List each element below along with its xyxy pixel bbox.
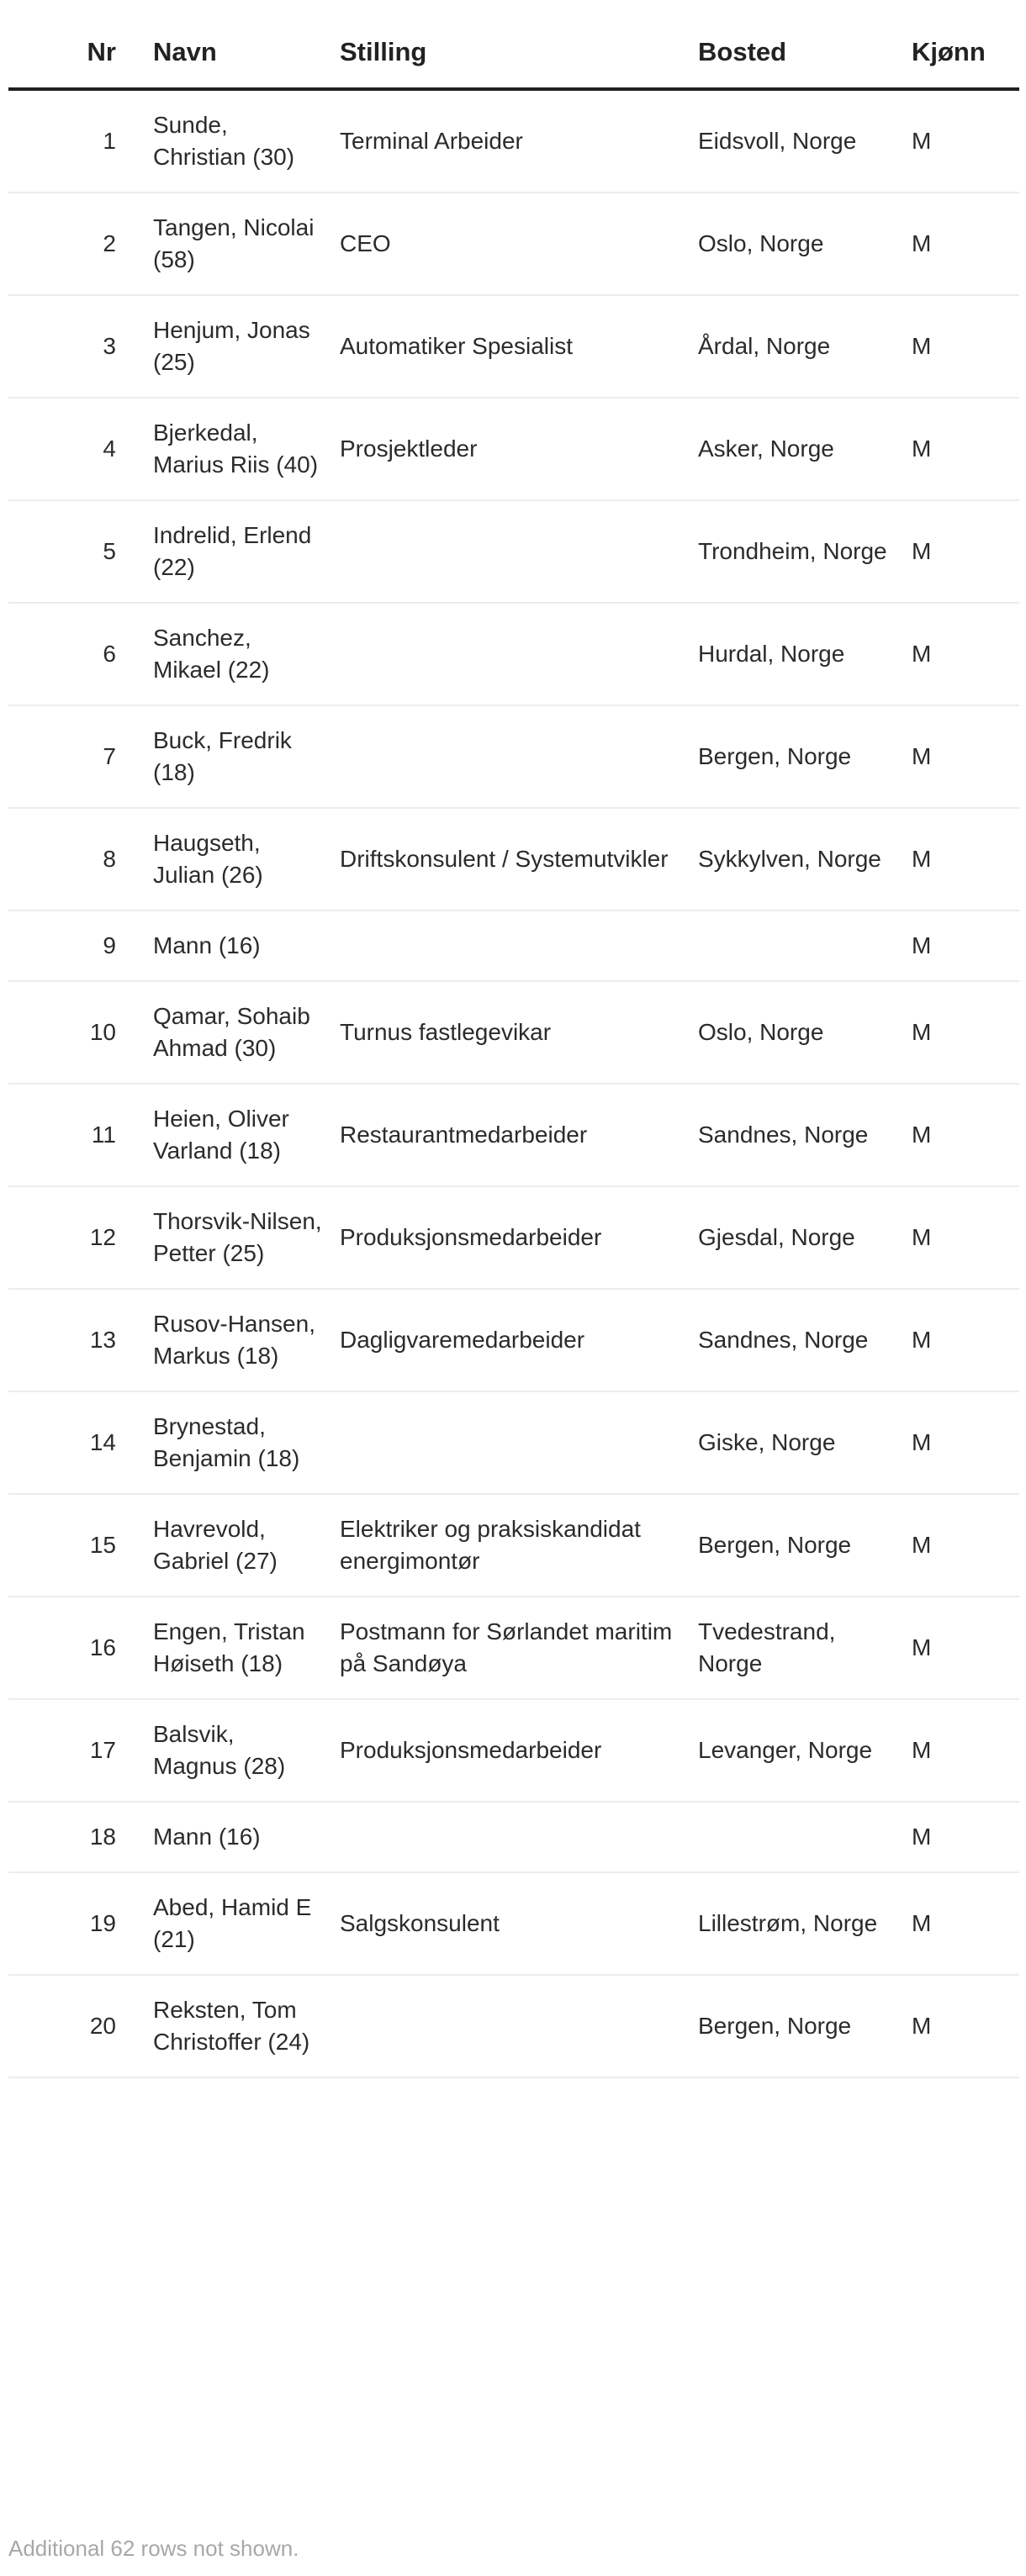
cell-bosted: Hurdal, Norge: [698, 603, 912, 705]
cell-bosted: [698, 1802, 912, 1872]
cell-stilling: Terminal Arbeider: [340, 89, 698, 193]
cell-kjonn: M: [912, 500, 1019, 603]
cell-stilling: [340, 1802, 698, 1872]
cell-kjonn: M: [912, 705, 1019, 808]
cell-nr: 12: [8, 1186, 153, 1289]
cell-nr: 11: [8, 1084, 153, 1186]
cell-kjonn: M: [912, 1597, 1019, 1699]
cell-nr: 1: [8, 89, 153, 193]
cell-kjonn: M: [912, 603, 1019, 705]
cell-kjonn: M: [912, 1699, 1019, 1802]
cell-kjonn: M: [912, 398, 1019, 500]
cell-stilling: Prosjektleder: [340, 398, 698, 500]
cell-kjonn: M: [912, 1872, 1019, 1975]
cell-nr: 9: [8, 911, 153, 981]
cell-navn: Sunde, Christian (30): [153, 89, 340, 193]
cell-navn: Heien, Oliver Varland (18): [153, 1084, 340, 1186]
cell-bosted: Oslo, Norge: [698, 193, 912, 295]
cell-stilling: Automatiker Spesialist: [340, 295, 698, 398]
column-header-kjonn: Kjønn: [912, 17, 1019, 89]
cell-nr: 6: [8, 603, 153, 705]
column-header-stilling: Stilling: [340, 17, 698, 89]
table-row: [8, 1391, 1019, 1494]
table-row: [8, 1494, 1019, 1597]
people-table: [8, 17, 1019, 2078]
table-row: [8, 295, 1019, 398]
table-row: [8, 911, 1019, 981]
cell-navn: Henjum, Jonas (25): [153, 295, 340, 398]
cell-stilling: Produksjonsmedarbeider: [340, 1699, 698, 1802]
cell-bosted: Tvedestrand, Norge: [698, 1597, 912, 1699]
table-body: [8, 89, 1019, 2077]
table-row: [8, 1186, 1019, 1289]
cell-stilling: Dagligvaremedarbeider: [340, 1289, 698, 1391]
table-header: [8, 17, 1019, 89]
cell-bosted: Giske, Norge: [698, 1391, 912, 1494]
cell-kjonn: M: [912, 911, 1019, 981]
cell-nr: 19: [8, 1872, 153, 1975]
cell-bosted: Sykkylven, Norge: [698, 808, 912, 911]
table-row: [8, 398, 1019, 500]
cell-stilling: Driftskonsulent / Systemutvikler: [340, 808, 698, 911]
cell-nr: 8: [8, 808, 153, 911]
header-row: [8, 17, 1019, 89]
table-row: [8, 1597, 1019, 1699]
table-row: [8, 603, 1019, 705]
table-row: [8, 193, 1019, 295]
table-row: [8, 1084, 1019, 1186]
cell-bosted: Levanger, Norge: [698, 1699, 912, 1802]
cell-bosted: Eidsvoll, Norge: [698, 89, 912, 193]
cell-kjonn: M: [912, 1494, 1019, 1597]
cell-kjonn: M: [912, 1391, 1019, 1494]
cell-navn: Tangen, Nicolai (58): [153, 193, 340, 295]
cell-bosted: Oslo, Norge: [698, 981, 912, 1084]
cell-navn: Sanchez, Mikael (22): [153, 603, 340, 705]
cell-stilling: Restaurantmedarbeider: [340, 1084, 698, 1186]
cell-stilling: [340, 603, 698, 705]
cell-nr: 7: [8, 705, 153, 808]
table-row: [8, 1699, 1019, 1802]
column-header-bosted: Bosted: [698, 17, 912, 89]
cell-kjonn: M: [912, 1186, 1019, 1289]
cell-bosted: Gjesdal, Norge: [698, 1186, 912, 1289]
cell-kjonn: M: [912, 89, 1019, 193]
cell-nr: 15: [8, 1494, 153, 1597]
cell-navn: Haugseth, Julian (26): [153, 808, 340, 911]
cell-stilling: [340, 500, 698, 603]
cell-navn: Qamar, Sohaib Ahmad (30): [153, 981, 340, 1084]
cell-navn: Bjerkedal, Marius Riis (40): [153, 398, 340, 500]
table-row: [8, 808, 1019, 911]
table-row: [8, 89, 1019, 193]
cell-stilling: Elektriker og praksiskandidat energimontør: [340, 1494, 698, 1597]
table-row: [8, 1289, 1019, 1391]
cell-navn: Abed, Hamid E (21): [153, 1872, 340, 1975]
cell-stilling: [340, 1975, 698, 2077]
column-header-nr: Nr: [8, 17, 153, 89]
cell-nr: 14: [8, 1391, 153, 1494]
cell-nr: 13: [8, 1289, 153, 1391]
cell-bosted: Bergen, Norge: [698, 1494, 912, 1597]
cell-kjonn: M: [912, 1975, 1019, 2077]
table-row: [8, 1872, 1019, 1975]
cell-navn: Havrevold, Gabriel (27): [153, 1494, 340, 1597]
cell-kjonn: M: [912, 981, 1019, 1084]
cell-nr: 10: [8, 981, 153, 1084]
table-row: [8, 1975, 1019, 2077]
cell-bosted: Trondheim, Norge: [698, 500, 912, 603]
cell-stilling: [340, 911, 698, 981]
cell-bosted: Asker, Norge: [698, 398, 912, 500]
cell-bosted: [698, 911, 912, 981]
cell-bosted: Bergen, Norge: [698, 1975, 912, 2077]
cell-navn: Brynestad, Benjamin (18): [153, 1391, 340, 1494]
cell-bosted: Lillestrøm, Norge: [698, 1872, 912, 1975]
cell-nr: 20: [8, 1975, 153, 2077]
cell-kjonn: M: [912, 1084, 1019, 1186]
cell-nr: 3: [8, 295, 153, 398]
table-row: [8, 1802, 1019, 1872]
cell-kjonn: M: [912, 295, 1019, 398]
cell-stilling: Postmann for Sørlandet maritim på Sandøya: [340, 1597, 698, 1699]
cell-nr: 18: [8, 1802, 153, 1872]
cell-navn: Engen, Tristan Høiseth (18): [153, 1597, 340, 1699]
cell-navn: Rusov-Hansen, Markus (18): [153, 1289, 340, 1391]
cell-nr: 5: [8, 500, 153, 603]
cell-stilling: CEO: [340, 193, 698, 295]
cell-bosted: Årdal, Norge: [698, 295, 912, 398]
cell-navn: Indrelid, Erlend (22): [153, 500, 340, 603]
cell-nr: 4: [8, 398, 153, 500]
cell-navn: Mann (16): [153, 1802, 340, 1872]
cell-kjonn: M: [912, 193, 1019, 295]
cell-bosted: Sandnes, Norge: [698, 1084, 912, 1186]
cell-navn: Balsvik, Magnus (28): [153, 1699, 340, 1802]
cell-bosted: Sandnes, Norge: [698, 1289, 912, 1391]
cell-nr: 16: [8, 1597, 153, 1699]
column-header-navn: Navn: [153, 17, 340, 89]
cell-stilling: [340, 1391, 698, 1494]
cell-bosted: Bergen, Norge: [698, 705, 912, 808]
cell-kjonn: M: [912, 808, 1019, 911]
cell-nr: 17: [8, 1699, 153, 1802]
cell-navn: Buck, Fredrik (18): [153, 705, 340, 808]
table-row: [8, 981, 1019, 1084]
cell-navn: Reksten, Tom Christoffer (24): [153, 1975, 340, 2077]
cell-stilling: Turnus fastlegevikar: [340, 981, 698, 1084]
cell-stilling: Salgskonsulent: [340, 1872, 698, 1975]
rows-hidden-note: Additional 62 rows not shown.: [8, 2536, 299, 2561]
cell-nr: 2: [8, 193, 153, 295]
cell-stilling: [340, 705, 698, 808]
cell-navn: Thorsvik-Nilsen, Petter (25): [153, 1186, 340, 1289]
table-row: [8, 500, 1019, 603]
cell-kjonn: M: [912, 1802, 1019, 1872]
cell-navn: Mann (16): [153, 911, 340, 981]
table-row: [8, 705, 1019, 808]
cell-stilling: Produksjonsmedarbeider: [340, 1186, 698, 1289]
cell-kjonn: M: [912, 1289, 1019, 1391]
